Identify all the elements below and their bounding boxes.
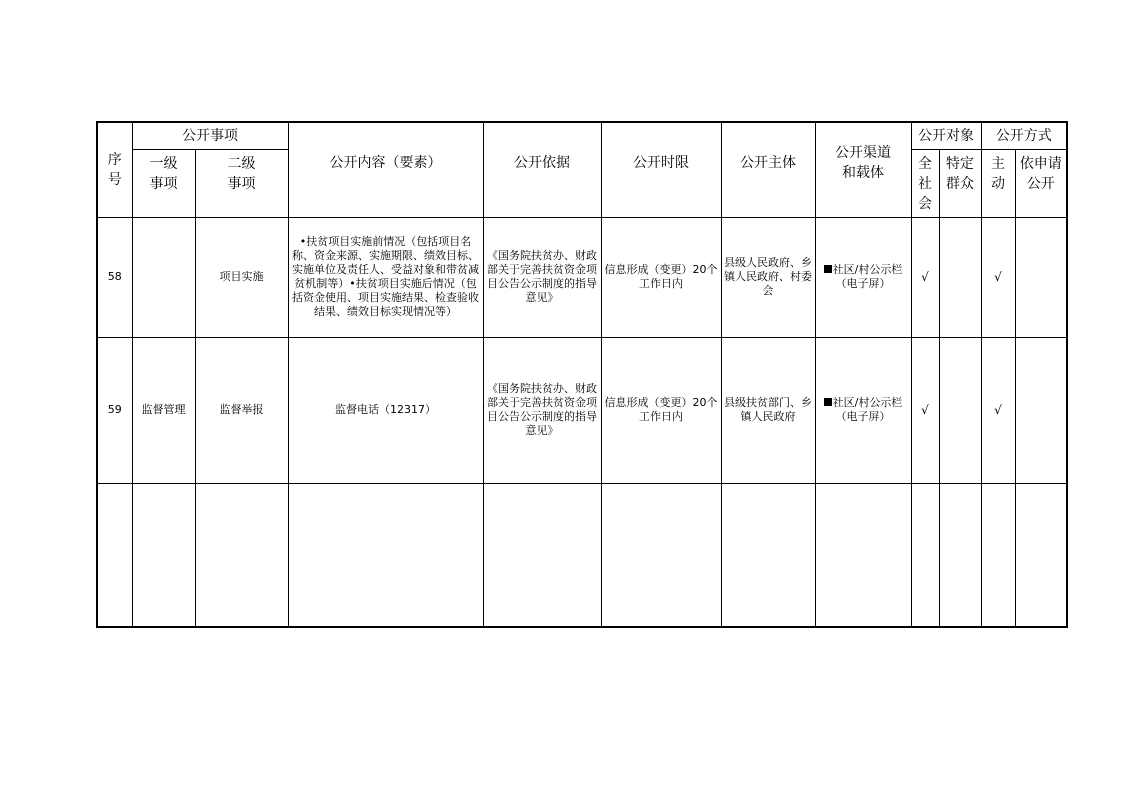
row-level1: [132, 217, 195, 337]
empty-cell: [721, 483, 815, 627]
row-all-society: √: [911, 217, 939, 337]
row-level1: 监督管理: [132, 337, 195, 483]
row-subject: 县级人民政府、乡镇人民政府、村委会: [721, 217, 815, 337]
row-time-limit: 信息形成（变更）20个工作日内: [601, 217, 721, 337]
header-yiji: 一级事项: [132, 149, 195, 217]
row-subject: 县级扶贫部门、乡镇人民政府: [721, 337, 815, 483]
header-zhudong: 主动: [981, 149, 1015, 217]
table-row: [97, 337, 1067, 483]
empty-cell: [981, 483, 1015, 627]
empty-cell: [601, 483, 721, 627]
row-specific: [939, 337, 981, 483]
header-zhuti: 公开主体: [721, 122, 815, 217]
row-on-request: [1015, 337, 1067, 483]
table-row-empty: [97, 483, 1067, 627]
header-yiju: 公开依据: [483, 122, 601, 217]
row-basis: 《国务院扶贫办、财政部关于完善扶贫资金项目公告公示制度的指导意见》: [483, 217, 601, 337]
header-yishenqing: 依申请公开: [1015, 149, 1067, 217]
row-basis: 《国务院扶贫办、财政部关于完善扶贫资金项目公告公示制度的指导意见》: [483, 337, 601, 483]
header-gongkai-shixiang: 公开事项: [132, 122, 288, 149]
empty-cell: [483, 483, 601, 627]
table-row: [97, 217, 1067, 337]
header-shixian: 公开时限: [601, 122, 721, 217]
header-xuhao: 序号: [97, 122, 132, 217]
row-active: √: [981, 217, 1015, 337]
header-erji: 二级事项: [195, 149, 288, 217]
header-teding-qunzhong: 特定群众: [939, 149, 981, 217]
header-quan-shehui: 全社会: [911, 149, 939, 217]
empty-cell: [815, 483, 911, 627]
row-content: •扶贫项目实施前情况（包括项目名称、资金来源、实施期限、绩效目标、实施单位及责任人、受益对象和带贫减贫机制等）•扶贫项目实施后情况（包括资金使用、项目实施结果、检查验收结果、绩效目标实现情况等）: [288, 217, 483, 337]
header-qudao: 公开渠道和载体: [815, 122, 911, 217]
header-fangshi: 公开方式: [981, 122, 1067, 149]
square-bullet-icon: [824, 265, 832, 273]
row-active: √: [981, 337, 1015, 483]
empty-cell: [288, 483, 483, 627]
empty-cell: [911, 483, 939, 627]
empty-cell: [1015, 483, 1067, 627]
row-num: 58: [97, 217, 132, 337]
row-channel: 社区/村公示栏（电子屏）: [815, 217, 911, 337]
square-bullet-icon: [824, 398, 832, 406]
row-num: 59: [97, 337, 132, 483]
header-duixiang: 公开对象: [911, 122, 981, 149]
empty-cell: [195, 483, 288, 627]
row-specific: [939, 217, 981, 337]
row-content: 监督电话（12317）: [288, 337, 483, 483]
header-neirong: 公开内容（要素）: [288, 122, 483, 217]
disclosure-table: [96, 121, 1068, 628]
row-level2: 项目实施: [195, 217, 288, 337]
empty-cell: [97, 483, 132, 627]
row-channel: 社区/村公示栏（电子屏）: [815, 337, 911, 483]
empty-cell: [939, 483, 981, 627]
row-on-request: [1015, 217, 1067, 337]
row-time-limit: 信息形成（变更）20个工作日内: [601, 337, 721, 483]
row-level2: 监督举报: [195, 337, 288, 483]
row-all-society: √: [911, 337, 939, 483]
empty-cell: [132, 483, 195, 627]
